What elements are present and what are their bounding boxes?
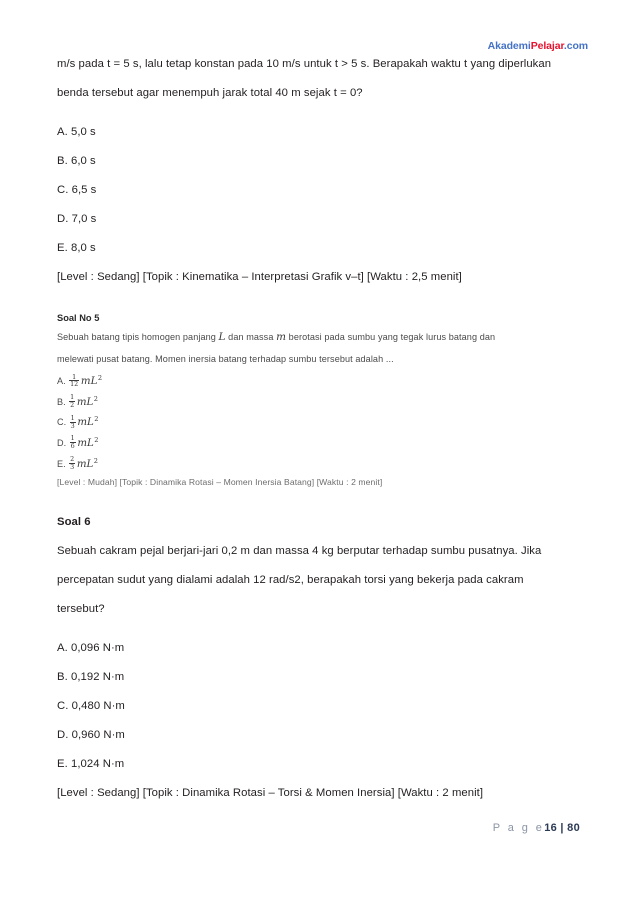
math-symbol-length: L [218, 331, 226, 343]
question-4-option-b: B. 6,0 s [57, 155, 96, 167]
math-expression: mL [76, 458, 94, 470]
question-5-body-line-2: melewati pusat batang. Momen inersia batang terhadap sumbu tersebut adalah ... [57, 353, 394, 364]
fraction [69, 456, 75, 471]
question-5-option-a [57, 370, 572, 391]
footer-page-label: P a g e [492, 822, 545, 834]
fraction-denominator: 2 [70, 401, 75, 410]
question-6-option-e: E. 1,024 N·m [57, 758, 125, 771]
math-expression: mL [76, 396, 94, 408]
question-4-option-e: E. 8,0 s [57, 242, 96, 254]
question-6-body-line-2: percepatan sudut yang dialami adalah 12 rad/s2, berapakah torsi yang bekerja pada cakram [57, 574, 524, 587]
logo-text-domain: .com [563, 40, 588, 52]
question-5-text-3: berotasi pada sumbu yang tegak lurus batang dan [286, 332, 496, 342]
question-4-option-a: A. 5,0 s [57, 126, 96, 138]
math-exponent: 2 [97, 374, 103, 382]
math-exponent: 2 [94, 435, 99, 444]
question-5-meta: [Level : Mudah] [Topik : Dinamika Rotasi – Momen Inersia Batang] [Waktu : 2 menit] [57, 477, 383, 488]
question-6-option-c: C. 0,480 N·m [57, 700, 125, 713]
question-6-option-b: B. 0,192 N·m [57, 671, 125, 684]
question-4-body-line-1: m/s pada t = 5 s, lalu tetap konstan pada 10 m/s untuk t > 5 s. Berapakah waktu t yang diperlukan [57, 58, 552, 70]
logo-text-akademi: Akademi [487, 40, 531, 52]
math-expression: mL [80, 376, 98, 388]
question-6-heading: Soal 6 [57, 516, 91, 529]
question-5-body-line-1 [57, 327, 572, 349]
question-5-block [57, 309, 572, 491]
logo-text-pelajar: Pelajar [530, 40, 564, 52]
question-5-option-d [57, 432, 572, 453]
fraction-numerator: 1 [70, 434, 75, 443]
question-4-option-d: D. 7,0 s [57, 213, 97, 225]
question-4-option-c: C. 6,5 s [57, 184, 97, 196]
fraction-numerator: 2 [70, 455, 75, 464]
footer-page-numbers: 16 | 80 [544, 822, 580, 834]
question-5-text-2: dan massa [225, 332, 277, 342]
math-exponent: 2 [93, 456, 98, 465]
option-label: E. [57, 458, 66, 469]
option-label: B. [57, 396, 66, 407]
question-6-block [57, 508, 572, 808]
math-expression: mL [77, 417, 94, 429]
question-5-text-1: Sebuah batang tipis homogen panjang [57, 332, 219, 342]
fraction-denominator: 3 [70, 421, 75, 430]
question-5-option-b [57, 391, 572, 412]
question-4-block [57, 50, 572, 292]
fraction-numerator: 1 [70, 393, 75, 402]
question-6-body-line-3: tersebut? [57, 603, 105, 616]
page-content [57, 50, 572, 808]
question-5-option-e [57, 453, 572, 474]
option-label: A. [57, 376, 66, 387]
fraction [70, 415, 76, 430]
math-exponent: 2 [94, 415, 99, 424]
question-6-option-d: D. 0,960 N·m [57, 729, 125, 742]
question-6-meta: [Level : Sedang] [Topik : Dinamika Rotasi – Torsi & Momen Inersia] [Waktu : 2 menit] [57, 787, 484, 800]
fraction [69, 394, 75, 409]
question-4-body-line-2: benda tersebut agar menempuh jarak total 40 m sejak t = 0? [57, 87, 363, 99]
question-4-meta: [Level : Sedang] [Topik : Kinematika – Interpretasi Grafik v–t] [Waktu : 2,5 menit] [57, 271, 462, 283]
fraction-denominator: 12 [70, 380, 79, 389]
fraction-denominator: 6 [70, 442, 75, 451]
fraction [69, 374, 79, 389]
math-expression: mL [77, 437, 94, 449]
question-5-heading: Soal No 5 [57, 313, 100, 323]
page-footer [57, 822, 580, 834]
math-symbol-mass: m [276, 331, 287, 343]
fraction-numerator: 1 [72, 372, 77, 381]
question-6-body-line-1: Sebuah cakram pejal berjari-jari 0,2 m dan massa 4 kg berputar terhadap sumbu pusatnya. Jika [57, 545, 542, 558]
option-label: D. [57, 437, 67, 448]
option-label: C. [57, 417, 67, 428]
question-5-option-c [57, 411, 572, 432]
fraction-denominator: 3 [70, 462, 75, 471]
question-6-option-a: A. 0,096 N·m [57, 642, 125, 655]
math-exponent: 2 [93, 394, 98, 403]
fraction-numerator: 1 [70, 413, 75, 422]
fraction [70, 435, 76, 450]
